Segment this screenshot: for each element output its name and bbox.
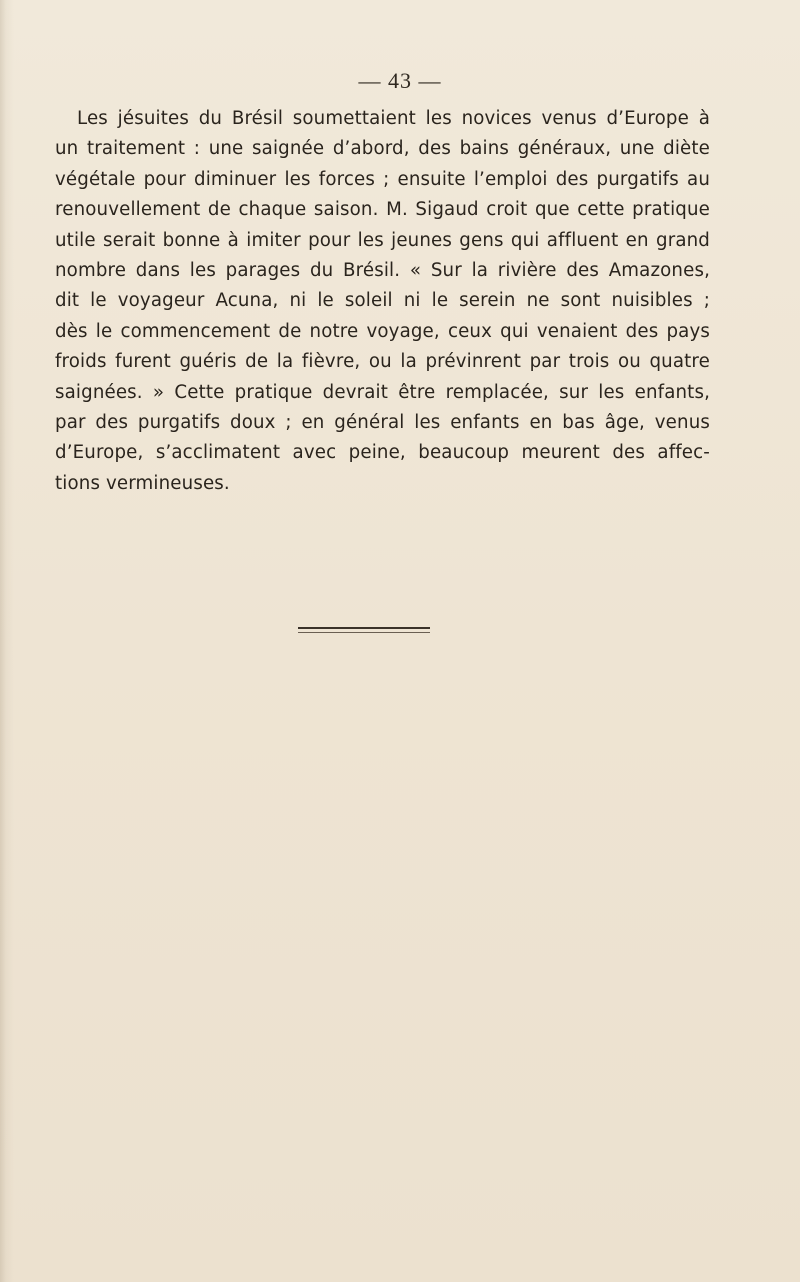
paragraph-line: utile serait bonne à imiter pour les jeunes gens qui affluent en grand [55,229,710,251]
paragraph-line: végétale pour diminuer les forces ; ensuite l’emploi des purgatifs au [55,168,710,190]
page-number: — 43 — [358,68,442,93]
paragraph-line: d’Europe, s’acclimatent avec peine, beaucoup meurent des affec- [55,442,710,464]
paragraph-line: par des purgatifs doux ; en général les enfants en bas âge, venus [55,411,710,433]
paragraph-line: dès le commencement de notre voyage, ceux qui venaient des pays [55,320,710,342]
paragraph-line: nombre dans les parages du Brésil. « Sur la rivière des Amazones, [55,259,710,281]
section-divider [298,627,430,633]
paragraph-line: un traitement : une saignée d’abord, des bains généraux, une diète [55,138,710,160]
paragraph-line: froids furent guéris de la fièvre, ou la prévinrent par trois ou quatre [55,351,710,373]
paragraph-line: renouvellement de chaque saison. M. Sigaud croit que cette pratique [55,199,710,221]
paragraph-line: dit le voyageur Acuna, ni le soleil ni le serein ne sont nuisibles ; [55,290,710,312]
paragraph-line: Les jésuites du Brésil soumettaient les novices venus d’Europe à [77,108,710,129]
paragraph-line: tions vermineuses. [55,472,230,494]
paragraph-line: saignées. » Cette pratique devrait être remplacée, sur les enfants, [55,381,710,403]
body-paragraph [55,104,710,499]
